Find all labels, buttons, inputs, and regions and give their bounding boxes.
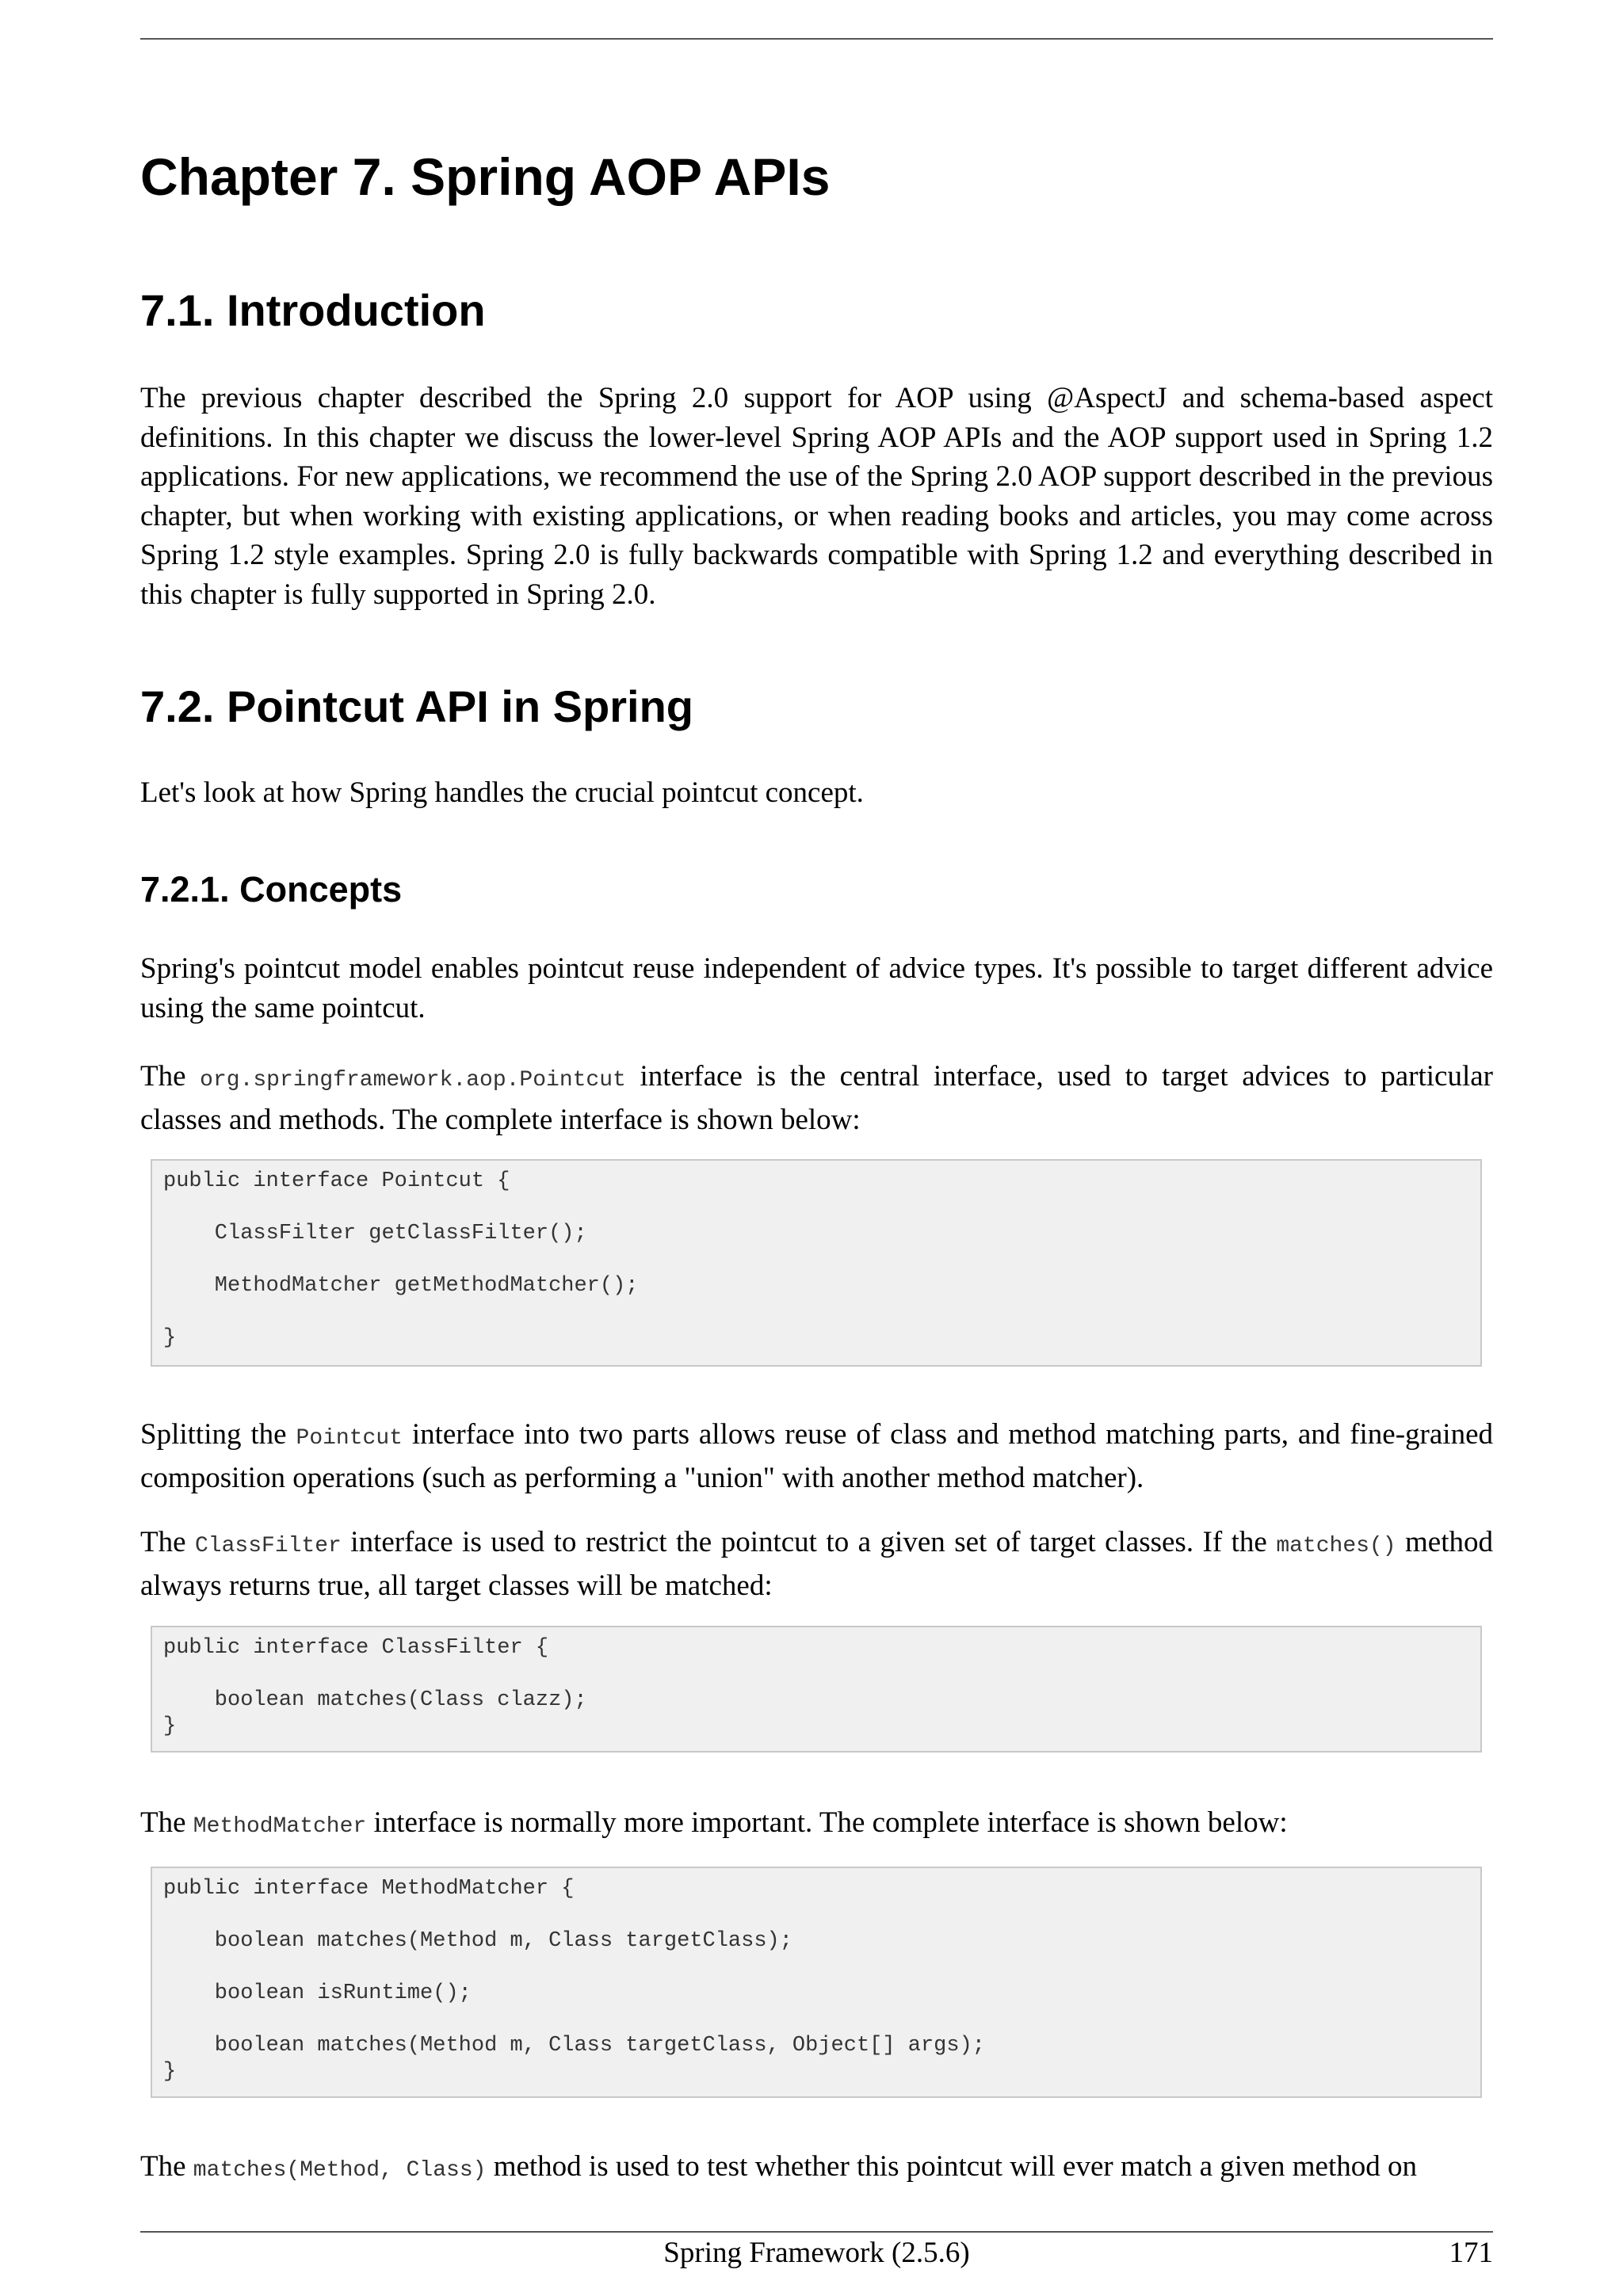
concepts-paragraph-1: Spring's pointcut model enables pointcut reuse independent of advice types. It's possible to target different advice using the same pointcut. bbox=[140, 952, 1493, 1024]
inline-code-matches-method-class: matches(Method, Class) bbox=[193, 2158, 487, 2183]
section-heading-introduction: 7.1. Introduction bbox=[140, 285, 486, 335]
concepts-paragraph-2 bbox=[140, 1057, 1493, 1139]
inline-code-matches: matches() bbox=[1276, 1534, 1396, 1558]
text-run: method always returns true, all target classes will be matched: bbox=[140, 1526, 1493, 1602]
text-run: interface into two parts allows reuse of class and method matching parts, and fine-grained composition operations (such as performing a "union" with another method matcher). bbox=[140, 1418, 1493, 1494]
inline-code-methodmatcher: MethodMatcher bbox=[193, 1814, 367, 1839]
page-number: 171 bbox=[1449, 2237, 1493, 2269]
concepts-paragraph-6 bbox=[140, 2147, 1493, 2191]
concepts-paragraph-3 bbox=[140, 1415, 1493, 1497]
footer-rule bbox=[140, 2231, 1493, 2233]
introduction-paragraph: The previous chapter described the Spring 2.0 support for AOP using @AspectJ and schema-based aspect definitions. In this chapter we discuss the lower-level Spring AOP APIs and the AOP support used in Spring 1.2 applications. For new applications, we recommend the use of the Spring 2.0 AOP support described in the previous chapter, but when working with existing applications, or when reading books and articles, you may come across Spring 1.2 style examples. Spring 2.0 is fully backwards compatible with Spring 1.2 and everything described in this chapter is fully supported in Spring 2.0. bbox=[140, 382, 1493, 611]
footer-title: Spring Framework (2.5.6) bbox=[663, 2237, 970, 2269]
text-run: The bbox=[140, 1526, 195, 1558]
text-run: interface is normally more important. The complete interface is shown below: bbox=[366, 1806, 1288, 1839]
code-block-methodmatcher: public interface MethodMatcher { boolean matches(Method m, Class targetClass); boolean isRuntime(); boolean matches(Method m, Class targetClass, Object[] args); } bbox=[151, 1867, 1482, 2098]
document-page bbox=[140, 0, 1493, 2296]
subsection-heading-concepts: 7.2.1. Concepts bbox=[140, 869, 403, 910]
inline-code-pointcut-class: org.springframework.aop.Pointcut bbox=[200, 1068, 626, 1093]
chapter-title: Chapter 7. Spring AOP APIs bbox=[140, 147, 831, 206]
code-block-pointcut: public interface Pointcut { ClassFilter getClassFilter(); MethodMatcher getMethodMatcher(); } bbox=[151, 1159, 1482, 1367]
header-rule bbox=[140, 38, 1493, 40]
text-run: Splitting the bbox=[140, 1418, 296, 1451]
inline-code-classfilter: ClassFilter bbox=[195, 1534, 342, 1558]
text-run: method is used to test whether this pointcut will ever match a given method on bbox=[486, 2150, 1417, 2183]
section-heading-pointcut-api: 7.2. Pointcut API in Spring bbox=[140, 681, 693, 731]
text-run: interface is the central interface, used to target advices to particular classes and methods. The complete interface is shown below: bbox=[140, 1060, 1493, 1136]
text-run: The bbox=[140, 1806, 193, 1839]
text-run: interface is used to restrict the pointcut to a given set of target classes. If the bbox=[341, 1526, 1277, 1558]
concepts-paragraph-4 bbox=[140, 1523, 1493, 1605]
code-block-classfilter: public interface ClassFilter { boolean matches(Class clazz); } bbox=[151, 1626, 1482, 1753]
text-run: The bbox=[140, 2150, 193, 2183]
concepts-paragraph-5 bbox=[140, 1803, 1493, 1847]
text-run: The bbox=[140, 1060, 200, 1093]
pointcut-intro-paragraph: Let's look at how Spring handles the crucial pointcut concept. bbox=[140, 776, 864, 809]
inline-code-pointcut: Pointcut bbox=[296, 1426, 403, 1451]
